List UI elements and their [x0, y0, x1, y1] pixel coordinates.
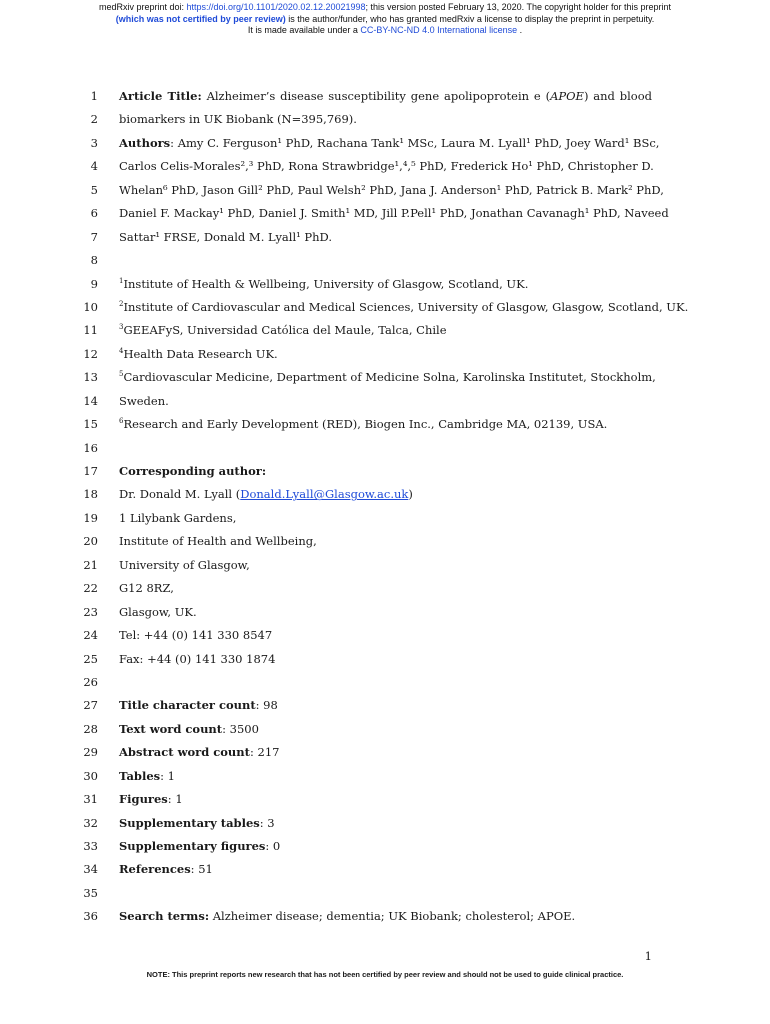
count-value: : 3 [259, 815, 275, 830]
title-character-count [119, 698, 652, 712]
line-number: 24 [83, 628, 98, 643]
line-number: 1 [90, 89, 98, 103]
banner-available-prefix: It is made available under a [247, 25, 361, 35]
manuscript-line [0, 741, 770, 764]
manuscript-line [0, 601, 770, 624]
manuscript-line [0, 577, 770, 600]
line-number: 26 [83, 674, 98, 689]
manuscript-line [0, 554, 770, 577]
count-label: Supplementary figures [119, 839, 266, 853]
address-line: 1 Lilybank Gardens, [119, 510, 237, 525]
search-terms [119, 909, 652, 923]
manuscript-line [0, 671, 770, 694]
manuscript-line [0, 108, 770, 131]
address-line: Glasgow, UK. [119, 604, 197, 619]
search-terms-value: Alzheimer disease; dementia; UK Biobank; cholesterol; APOE. [209, 909, 576, 924]
affiliation-text: Health Data Research UK. [123, 346, 278, 361]
address-line: University of Glasgow, [119, 557, 250, 572]
authors-text: : Amy C. Ferguson¹ PhD, Rachana Tank¹ MSc, Laura M. Lyall¹ PhD, Joey Ward¹ BSc, [170, 135, 660, 150]
address-line: G12 8RZ, [119, 581, 174, 596]
manuscript-line [0, 507, 770, 530]
line-number: 33 [83, 839, 98, 853]
corresponding-heading: Corresponding author: [119, 464, 267, 478]
article-title [119, 89, 652, 103]
fax: Fax: +44 (0) 141 330 1874 [119, 651, 276, 666]
affiliation [119, 299, 689, 314]
line-number: 23 [83, 604, 98, 619]
line-number: 28 [83, 721, 98, 736]
line-number: 8 [90, 253, 98, 268]
manuscript-line [0, 249, 770, 272]
line-number: 27 [83, 698, 98, 713]
phone: Tel: +44 (0) 141 330 8547 [119, 628, 273, 643]
line-number: 32 [83, 815, 98, 830]
affiliation-text: Cardiovascular Medicine, Department of Medicine Solna, Karolinska Institutet, Stockholm, [123, 370, 656, 385]
count-label: Title character count [119, 698, 256, 713]
manuscript-line [0, 319, 770, 342]
affiliation [119, 277, 652, 291]
manuscript-line [0, 648, 770, 671]
manuscript-line [0, 202, 770, 225]
address-line: Institute of Health and Wellbeing, [119, 534, 317, 549]
article-title-label: Article Title: [119, 89, 202, 103]
manuscript-line [0, 273, 770, 296]
corresponding-name [119, 487, 652, 501]
line-number: 18 [83, 487, 98, 502]
line-number: 12 [83, 346, 98, 361]
manuscript-line [0, 413, 770, 436]
authors-label: Authors [119, 135, 171, 150]
manuscript-line [0, 835, 770, 858]
manuscript-line [0, 718, 770, 741]
manuscript-line [0, 905, 770, 928]
manuscript-line [0, 155, 770, 178]
license-link[interactable]: CC-BY-NC-ND 4.0 International license [360, 25, 518, 35]
doi-link[interactable]: https://doi.org/10.1101/2020.02.12.20021998 [186, 2, 366, 12]
count-value: : 217 [249, 745, 280, 760]
gene-name: APOE [550, 89, 584, 103]
count-value: : 98 [255, 698, 278, 713]
line-number: 17 [83, 464, 98, 478]
line-number: 35 [83, 885, 98, 900]
tables-count [119, 769, 652, 783]
line-number: 9 [90, 276, 98, 291]
affiliation-text: Institute of Cardiovascular and Medical Sciences, University of Glasgow, Glasgow, Scotland, UK. [123, 299, 689, 314]
manuscript-line [0, 694, 770, 717]
line-number: 15 [83, 417, 98, 432]
affiliation-marker: 6 [119, 417, 124, 426]
manuscript-line [0, 226, 770, 249]
line-number: 36 [83, 909, 98, 924]
banner-license-note: is the author/funder, who has granted medRxiv a license to display the preprint in perpetuity. [285, 13, 655, 24]
authors-line [119, 135, 660, 150]
line-number: 6 [90, 206, 98, 221]
affiliation-text: Research and Early Development (RED), Biogen Inc., Cambridge MA, 02139, USA. [123, 417, 608, 432]
affiliation [119, 347, 652, 361]
count-label: References [119, 862, 191, 877]
banner-end: . [517, 25, 523, 35]
manuscript-line [0, 530, 770, 553]
line-number: 11 [83, 323, 98, 338]
affiliation-marker: 4 [119, 346, 124, 355]
article-title-end: ) and blood [583, 89, 652, 103]
corresponding-name-text: Dr. Donald M. Lyall ( [119, 487, 241, 502]
manuscript-line [0, 788, 770, 811]
manuscript-line [0, 366, 770, 389]
line-number: 13 [83, 370, 98, 385]
affiliation-marker: 3 [119, 323, 124, 332]
affiliation-cont: Sweden. [119, 393, 169, 408]
affiliation-marker: 5 [119, 370, 124, 379]
affiliation-marker: 1 [119, 276, 124, 285]
manuscript-line [0, 765, 770, 788]
line-number: 5 [90, 182, 98, 197]
line-number: 7 [90, 229, 98, 244]
manuscript-line [0, 296, 770, 319]
peer-review-footer: NOTE: This preprint reports new research that has not been certified by peer review and should not be used to guide clinical practice. [146, 970, 624, 979]
manuscript-line [0, 437, 770, 460]
count-label: Tables [119, 768, 161, 783]
line-number: 31 [83, 792, 98, 807]
article-title-text: Alzheimer’s disease susceptibility gene apolipoprotein e ( [201, 89, 551, 103]
line-number: 10 [83, 299, 98, 314]
supplementary-tables-count [119, 816, 652, 830]
manuscript-line [0, 882, 770, 905]
line-number: 25 [83, 651, 98, 666]
line-number: 22 [83, 581, 98, 596]
manuscript-line [0, 132, 770, 155]
title-page-body [0, 85, 770, 929]
affiliation-text: Institute of Health & Wellbeing, University of Glasgow, Scotland, UK. [123, 276, 529, 291]
line-number: 30 [83, 768, 98, 783]
count-value: : 1 [167, 792, 183, 807]
line-number: 16 [83, 440, 98, 455]
count-value: : 51 [190, 862, 213, 877]
manuscript-line [0, 85, 770, 108]
preprint-banner [0, 2, 770, 37]
search-terms-label: Search terms: [119, 909, 210, 924]
manuscript-line [0, 179, 770, 202]
authors-line: Sattar¹ FRSE, Donald M. Lyall¹ PhD. [119, 229, 333, 244]
corresponding-name-end: ) [408, 487, 413, 502]
line-number: 14 [83, 393, 98, 408]
affiliation-marker: 2 [119, 299, 124, 308]
banner-peer-review-note: (which was not certified by peer review) [115, 13, 286, 24]
affiliation [119, 417, 652, 431]
affiliation [119, 370, 656, 385]
authors-line: Carlos Celis-Morales²,³ PhD, Rona Strawbridge¹,⁴,⁵ PhD, Frederick Ho¹ PhD, Christopher D. [119, 159, 654, 174]
count-label: Text word count [119, 721, 223, 736]
line-number: 3 [90, 135, 98, 150]
abstract-word-count [119, 745, 652, 759]
banner-doi-prefix: medRxiv preprint doi: [98, 2, 187, 12]
supplementary-figures-count [119, 839, 652, 853]
count-value: : 0 [265, 839, 281, 853]
manuscript-line [0, 624, 770, 647]
line-number: 21 [83, 557, 98, 572]
banner-line-3 [0, 25, 770, 37]
page-number: 1 [644, 949, 652, 963]
affiliation [119, 323, 652, 337]
affiliation-text: GEEAFyS, Universidad Católica del Maule, Talca, Chile [123, 323, 447, 338]
figures-count [119, 792, 652, 806]
count-label: Supplementary tables [119, 815, 260, 830]
line-number: 19 [83, 510, 98, 525]
count-value: : 3500 [222, 721, 259, 736]
banner-copyright: ; this version posted February 13, 2020. The copyright holder for this preprint [365, 2, 672, 12]
manuscript-line [0, 858, 770, 881]
manuscript-line [0, 460, 770, 483]
article-title-cont: biomarkers in UK Biobank (N=395,769). [119, 112, 357, 127]
text-word-count [119, 722, 652, 736]
banner-line-2 [0, 14, 770, 26]
email-link[interactable]: Donald.Lyall@Glasgow.ac.uk [240, 487, 409, 502]
authors-line: Daniel F. Mackay¹ PhD, Daniel J. Smith¹ MD, Jill P.Pell¹ PhD, Jonathan Cavanagh¹ PhD, Naveed [119, 206, 669, 221]
line-number: 4 [90, 159, 98, 174]
manuscript-line [0, 390, 770, 413]
line-number: 20 [83, 534, 98, 549]
manuscript-line [0, 483, 770, 506]
manuscript-line [0, 812, 770, 835]
authors-line: Whelan⁶ PhD, Jason Gill² PhD, Paul Welsh² PhD, Jana J. Anderson¹ PhD, Patrick B. Mark² PhD, [119, 182, 664, 197]
line-number: 34 [83, 862, 98, 877]
line-number: 2 [90, 112, 98, 127]
count-label: Abstract word count [119, 745, 250, 760]
references-count [119, 862, 652, 876]
line-number: 29 [83, 745, 98, 760]
count-value: : 1 [160, 768, 175, 783]
manuscript-line [0, 343, 770, 366]
count-label: Figures [119, 792, 168, 807]
banner-line-1 [0, 2, 770, 14]
